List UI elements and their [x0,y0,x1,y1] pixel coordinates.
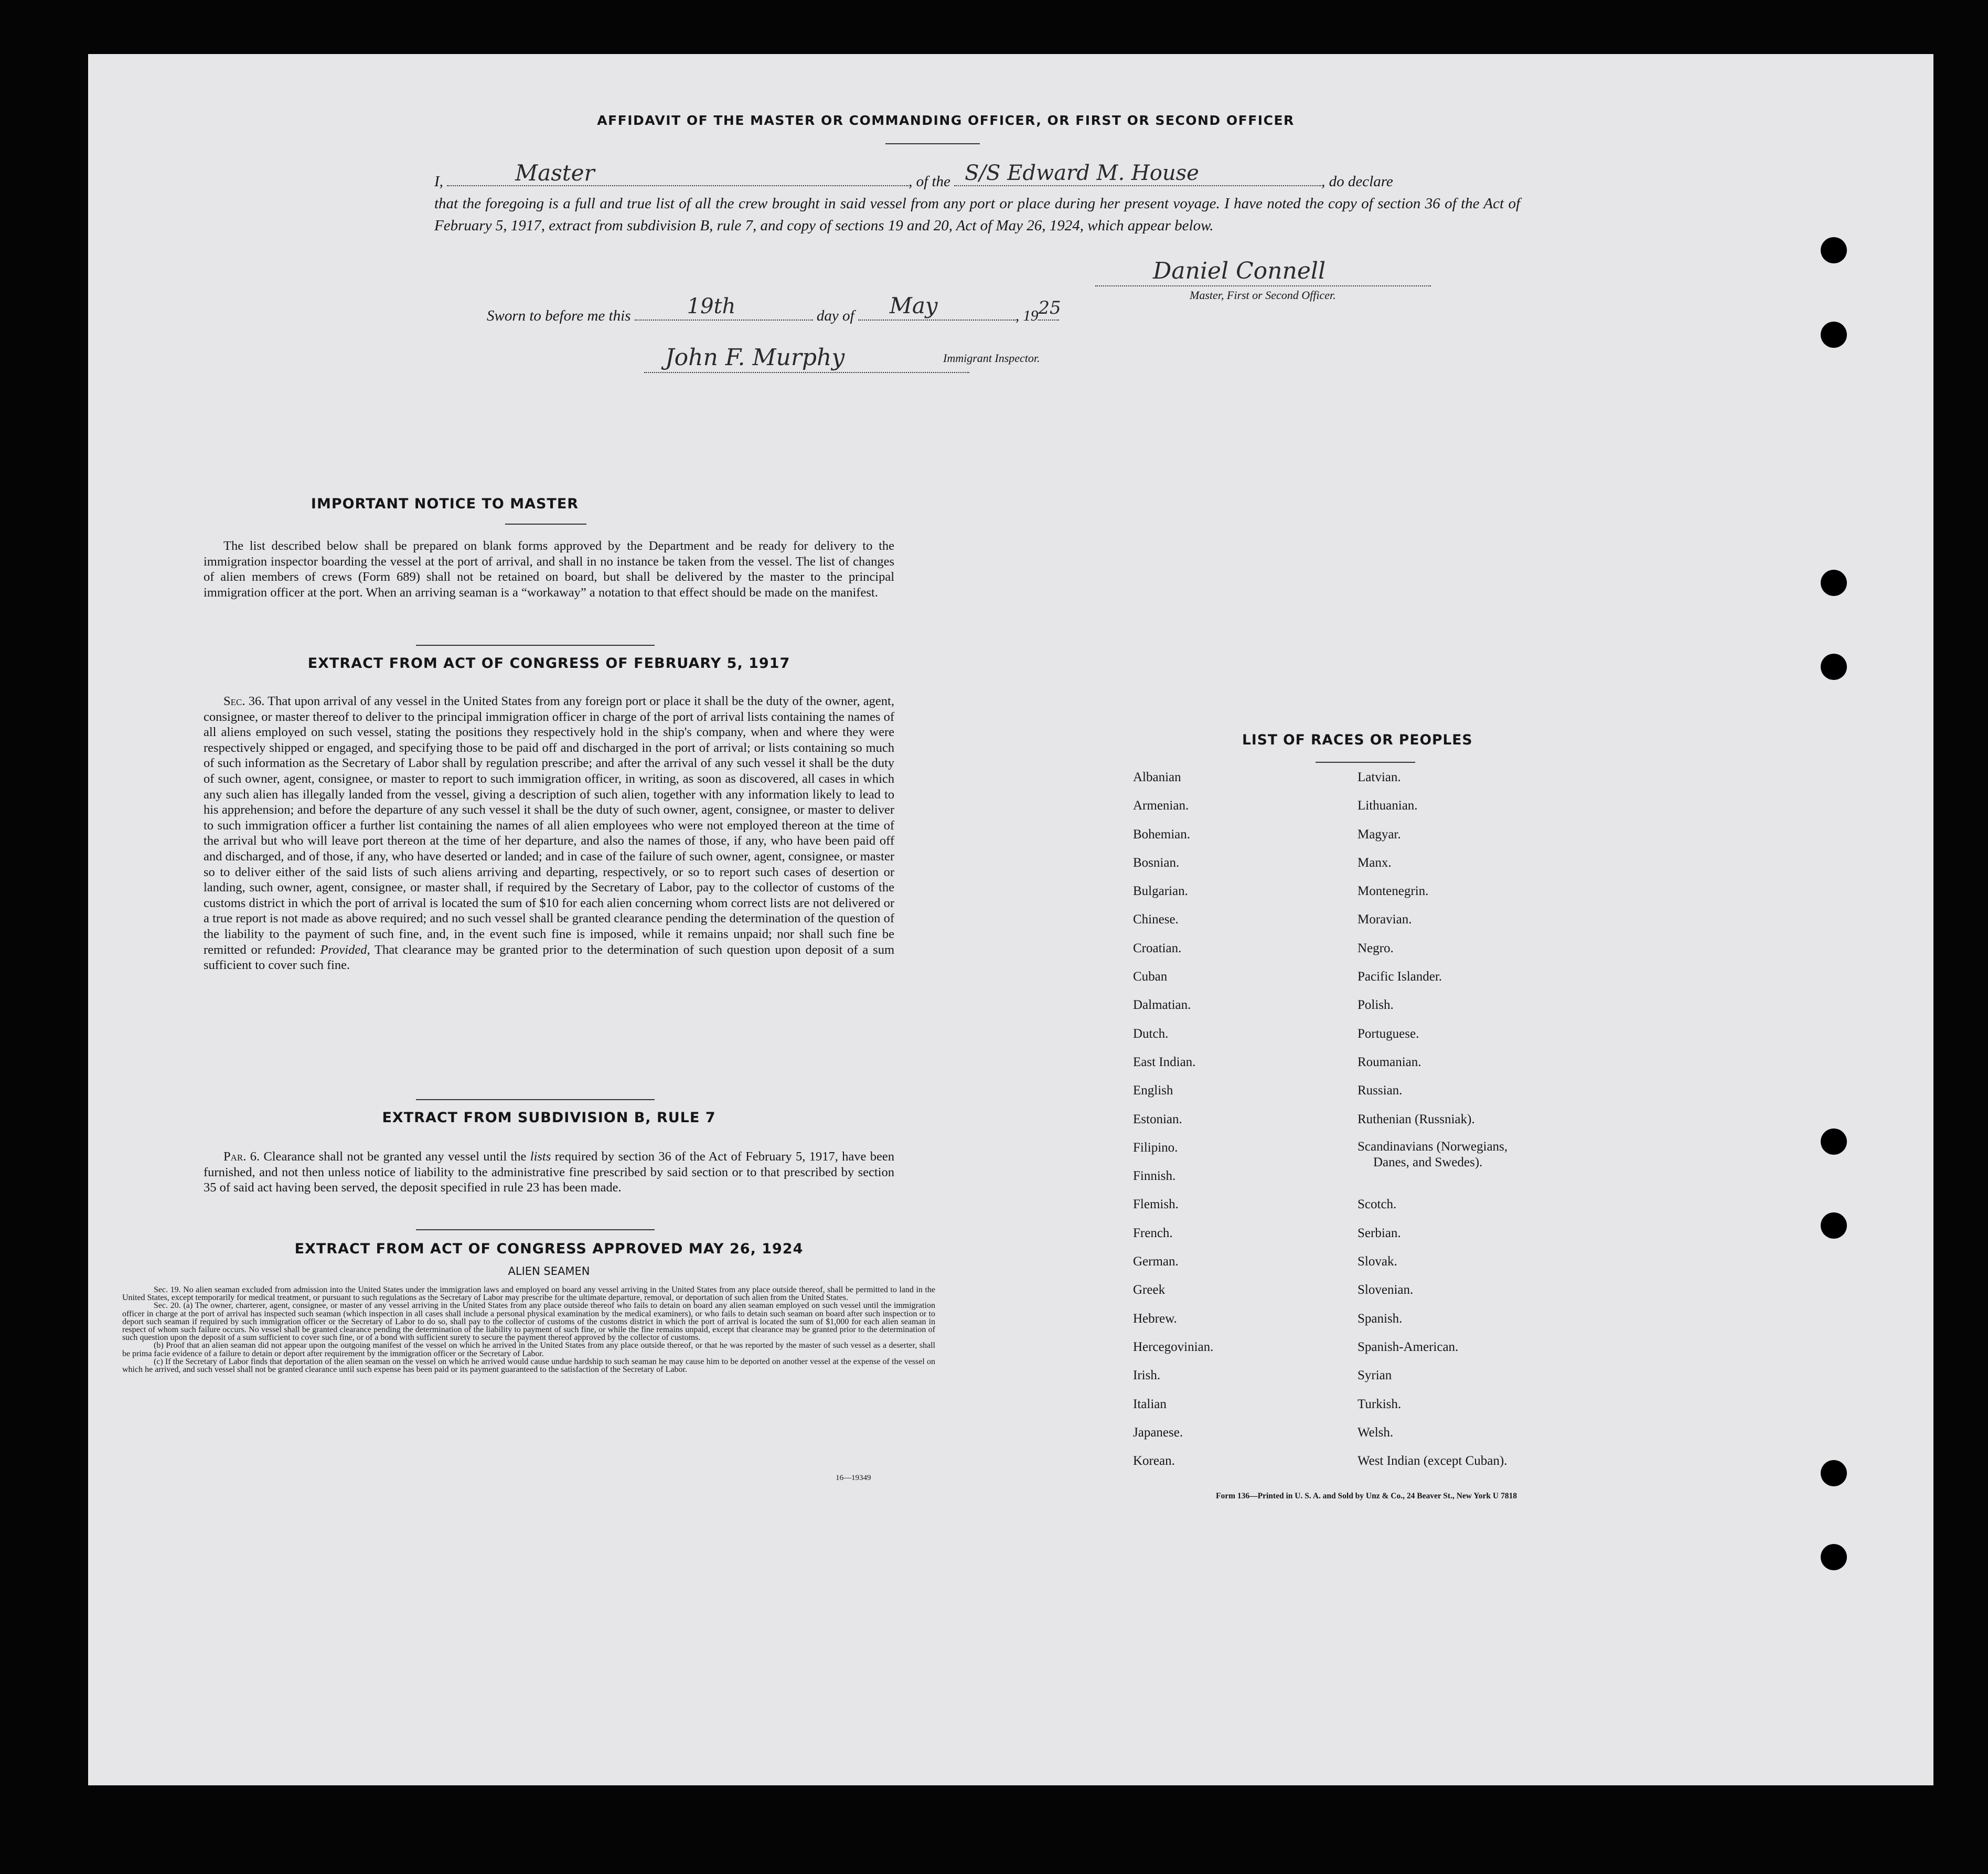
inspector-signature-caption: Immigrant Inspector. [943,352,1040,365]
race-item: German. [1133,1254,1179,1269]
section-divider-2 [416,1099,655,1100]
race-item: Japanese. [1133,1425,1183,1440]
race-item: Syrian [1358,1368,1392,1383]
affidavit-statement [434,160,1520,237]
race-item: Serbian. [1358,1226,1401,1240]
race-item: Ruthenian (Russniak). [1358,1112,1475,1126]
race-item: West Indian (except Cuban). [1358,1454,1508,1468]
race-item: Spanish. [1358,1311,1403,1326]
punch-hole [1821,570,1847,596]
race-item: English [1133,1083,1173,1098]
race-item: Latvian. [1358,770,1401,784]
master-signature-line [1095,258,1431,286]
punch-hole [1821,654,1847,680]
act-1924-subheading: ALIEN SEAMEN [508,1265,590,1277]
day-field [635,294,813,321]
race-item: Negro. [1358,941,1394,955]
races-divider [1316,762,1415,763]
race-item: Estonian. [1133,1112,1182,1126]
race-item: Italian [1133,1397,1167,1411]
punch-hole [1821,1212,1847,1239]
race-item: Cuban [1133,970,1168,984]
race-item: Irish. [1133,1368,1161,1383]
act-1924-body [122,1286,935,1373]
year-handwritten: 25 [1038,297,1061,318]
race-item: Slovenian. [1358,1283,1414,1297]
notice-divider [505,524,586,525]
punch-hole [1821,1460,1847,1486]
race-item: Russian. [1358,1083,1403,1098]
race-item: Scandinavians (Norwegians, Danes, and Swedes). [1358,1139,1508,1169]
race-item: Manx. [1358,855,1392,870]
race-item: Spanish-American. [1358,1339,1459,1354]
races-right-column [1358,763,1651,1475]
races-left-column [1133,763,1343,1475]
affidavit-body: that the foregoing is a full and true list of all the crew brought in said vessel from any port or place during her present voyage. I have noted the copy of section 36 of the Act of February 5, 1917, extract from subdivision B, rule 7, and copy of sections 19 and 20, Act of May 26, 1924, which appear below. [434,195,1520,234]
punch-hole [1821,1544,1847,1570]
month-field [858,293,1016,321]
race-item: Bosnian. [1133,855,1180,870]
race-item: Pacific Islander. [1358,970,1442,984]
race-item: Flemish. [1133,1197,1179,1212]
races-heading: LIST OF RACES OR PEOPLES [1242,732,1473,748]
race-item: Scotch. [1358,1197,1397,1212]
act-1917-heading: EXTRACT FROM ACT OF CONGRESS OF FEBRUARY 5, 1917 [307,655,790,672]
vessel-name-handwritten: S/S Edward M. House [965,161,1199,185]
race-item: Magyar. [1358,827,1401,842]
punch-hole [1821,1128,1847,1155]
race-item: Polish. [1358,998,1394,1013]
punch-hole [1821,322,1847,348]
manifest-back-page [88,54,1933,1785]
month-handwritten: May [889,293,938,318]
race-item: Roumanian. [1358,1055,1421,1069]
race-item: Dalmatian. [1133,998,1191,1013]
act-1917-body: Sec. 36. That upon arrival of any vessel in the United States from any foreign port or place it shall be the duty of the owner, agent, consignee, or master thereof to deliver to the principal immigration officer in charge of the port of arrival lists containing the names of all aliens employed on such vessel, stating the positions they respectively hold in the ship's company, when and where they were respectively shipped or engaged, and specifying those to be paid off and discharged in the port of arrival; or lists containing so much of such information as the Secretary of Labor shall by regulation prescribe; and after the arrival of any such vessel it shall be the duty of such owner, agent, consignee, or master to report to such immigration officer, in writing, as soon as discovered, all cases in which any such alien has illegally landed from the vessel, giving a description of such alien, together with any information likely to lead to his apprehension; and before the departure of any such vessel it shall be the duty of such owner, agent, consignee, or master to deliver to such immigration officer a further list containing the names of all alien employees who were not employed thereon at the time of the arrival but who will leave port thereon at the time of her departure, and also the names of those, if any, who have been paid off and discharged, and of those, if any, who have deserted or landed; and in case of the failure of such owner, agent, consignee, or master so to deliver either of the said lists of such aliens arriving and departing, respectively, or so to report such cases of desertion or landing, such owner, agent, consignee, or master shall, if required by the Secretary of Labor, pay to the collector of customs of the customs district in which the port of arrival is located the sum of $10 for each alien concerning whom correct lists are not delivered or a true report is not made as above required; and no such vessel shall be granted clearance pending the determination of the question of the liability to the payment of such fine, and, in the event such fine is imposed, while it remains unpaid; nor shall such fine be remitted or refunded: Provided, That clearance may be granted prior to the determination of such question upon deposit of a sum sufficient to cover such fine. [204,694,895,973]
notice-body: The list described below shall be prepared on blank forms approved by the Department and be ready for delivery to the immigration inspector boarding the vessel at the port of arrival, and shall in no instance be taken from the vessel. The list of changes of alien members of crews (Form 689) shall not be retained on board, but shall be delivered by the master to the principal immigration officer at the port. When an arriving seaman is a “workaway” a notation to that effect should be made on the manifest. [204,539,894,600]
race-item: Filipino. [1133,1140,1178,1155]
day-handwritten: 19th [687,294,736,318]
master-name-field [447,160,909,186]
master-signature: Daniel Connell [1153,258,1326,284]
race-item: Bulgarian. [1133,884,1188,899]
vessel-name-field [954,161,1321,186]
section-divider-1 [416,645,655,646]
punch-hole [1821,237,1847,263]
rule7-body: Par. 6. Clearance shall not be granted any vessel until the lists required by section 36 of the Act of February 5, 1917, have been furnished, and not then unless notice of liability to the administrative fine prescribed by said section or to that prescribed by section 35 of said act having been served, the deposit specified in rule 23 has been made. [204,1149,895,1195]
master-name-handwritten: Master [515,160,595,186]
year-field [1038,297,1061,321]
sec-20b-text: (b) Proof that an alien seaman did not appear upon the outgoing manifest of the vessel on which he arrived in the United States from any place outside thereof, or that he was reported by the master of such vessel as a deserter, shall be prima facie evidence of a failure to detain or deport after requirement by the immigration officer or the Secretary of Labor. [122,1341,935,1358]
race-item: Portuguese. [1358,1026,1419,1041]
race-item: Lithuanian. [1358,798,1418,813]
race-item: Montenegrin. [1358,884,1429,899]
race-item: Greek [1133,1283,1166,1297]
affidavit-title: AFFIDAVIT OF THE MASTER OR COMMANDING OFFICER, OR FIRST OR SECOND OFFICER [597,113,1295,128]
race-item: Turkish. [1358,1397,1402,1411]
race-item: Hebrew. [1133,1311,1177,1326]
race-item: Bohemian. [1133,827,1191,842]
rule7-heading: EXTRACT FROM SUBDIVISION B, RULE 7 [382,1110,716,1126]
act-1924-heading: EXTRACT FROM ACT OF CONGRESS APPROVED MAY 26, 1924 [294,1241,804,1257]
printer-footer: Form 136—Printed in U. S. A. and Sold by Unz & Co., 24 Beaver St., New York U 7818 [1216,1492,1517,1500]
race-item: Dutch. [1133,1026,1169,1041]
inspector-signature-line [644,344,969,373]
race-item: Chinese. [1133,912,1179,927]
affidavit-first-line: I, Master , of the S/S Edward M. House , do declare [434,160,1393,190]
left-form-code: 16—19349 [836,1474,871,1482]
race-item: Welsh. [1358,1425,1394,1440]
sec-19-text: Sec. 19. No alien seaman excluded from admission into the United States under the immigration laws and employed on board any vessel arriving in the United States from any place outside thereof, shall be permitted to land in the United States, except temporarily for medical treatment, or pursuant to such regulations as the Secretary of Labor may prescribe for the ultimate departure, removal, or deportation of such alien from the United States. [122,1285,935,1303]
inspector-signature: John F. Murphy [665,344,845,371]
notice-heading: IMPORTANT NOTICE TO MASTER [311,496,579,512]
race-item: Albanian [1133,770,1181,784]
race-item: Finnish. [1133,1169,1176,1184]
race-item: Armenian. [1133,798,1189,813]
sec-20c-text: (c) If the Secretary of Labor finds that deportation of the alien seaman on the vessel on which he arrived would cause undue hardship to such seaman he may cause him to be deported on another vessel at the expense of the vessel on which he arrived, and such vessel shall not be granted clearance until such expense has been paid or its payment guaranteed to the satisfaction of the Secretary of Labor. [122,1357,935,1375]
sworn-line: Sworn to before me this 19th day of May , 19 25 [487,293,1061,324]
race-item: Moravian. [1358,912,1412,927]
master-signature-caption: Master, First or Second Officer. [1190,289,1336,302]
race-item: East Indian. [1133,1055,1196,1069]
race-item: Slovak. [1358,1254,1397,1269]
section-divider-3 [416,1229,655,1230]
race-item: Hercegovinian. [1133,1339,1214,1354]
sec-20a-text: Sec. 20. (a) The owner, charterer, agent, consignee, or master of any vessel arriving in the United States from any place outside thereof who fails to detain on board any alien seaman employed on such vessel until the immigration officer in charge at the port of arrival has inspected such seaman (which inspection in all cases shall include a personal physical examination by the medical examiners), or who fails to detain such seaman on board after such inspection or to deport such seaman if required by such immigration officer or the Secretary of Labor to do so, shall pay to the collector of customs of the customs district in which the port of arrival is located the sum of $1,000 for each alien seaman in respect of whom such failure occurs. No vessel shall be granted clearance pending the determination of the liability to payment of such fine, or while the fine remains unpaid, except that clearance may be granted prior to the determination of such question upon the deposit of a sum sufficient to cover such fine, or of a bond with sufficient surety to secure the payment thereof approved by the collector of customs. [122,1301,935,1343]
race-item: Korean. [1133,1454,1175,1468]
race-item: Croatian. [1133,941,1182,955]
title-divider [885,143,980,144]
race-item: French. [1133,1226,1173,1240]
